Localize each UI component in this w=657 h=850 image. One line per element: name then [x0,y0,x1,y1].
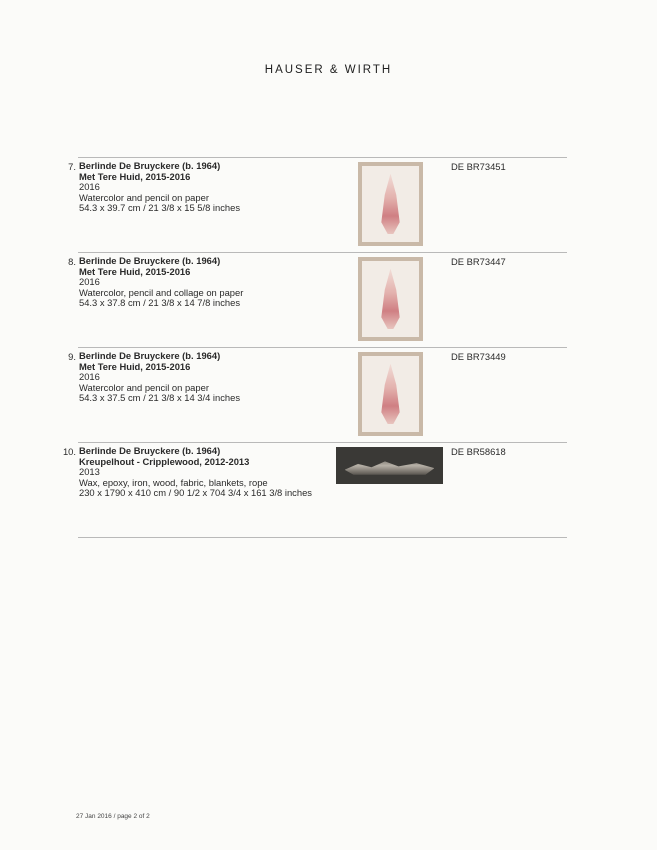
artwork-year: 2013 [79,466,100,478]
artwork-dimensions: 230 x 1790 x 410 cm / 90 1/2 x 704 3/4 x 161 3/8 inches [79,487,312,499]
divider [78,252,567,253]
divider [78,442,567,443]
page-footer: 27 Jan 2016 / page 2 of 2 [76,813,150,820]
gallery-brand-logo: HAUSER & WIRTH [264,64,393,76]
entry-number: 10. [62,446,76,457]
entry-number: 9. [68,351,76,362]
artwork-medium: Watercolor and pencil on paper [79,191,209,203]
artwork-title: Kreupelhout - Cripplewood, 2012-2013 [79,455,250,467]
divider [78,347,567,348]
artwork-year: 2016 [79,371,100,383]
artwork-thumbnail [358,162,423,246]
artwork-title: Met Tere Huid, 2015-2016 [79,265,191,277]
divider [78,157,567,158]
divider [78,537,567,538]
artist-name: Berlinde De Bruyckere (b. 1964) [79,350,221,361]
entry-number: 7. [68,161,76,172]
artwork-entry [0,256,657,351]
inventory-code: DE BR73447 [451,256,506,267]
inventory-code: DE BR73451 [451,161,506,172]
artwork-entry [0,351,657,446]
artwork-dimensions: 54.3 x 37.5 cm / 21 3/8 x 14 3/4 inches [79,392,241,404]
artwork-entry [0,161,657,256]
artist-name: Berlinde De Bruyckere (b. 1964) [79,255,221,266]
artwork-title: Met Tere Huid, 2015-2016 [79,170,191,182]
artwork-medium: Watercolor, pencil and collage on paper [79,286,244,298]
artwork-thumbnail [336,447,443,484]
artwork-thumbnail [358,352,423,436]
artwork-dimensions: 54.3 x 39.7 cm / 21 3/8 x 15 5/8 inches [79,202,241,214]
artwork-year: 2016 [79,276,100,288]
artwork-title: Met Tere Huid, 2015-2016 [79,360,191,372]
artwork-thumbnail [358,257,423,341]
artwork-medium: Watercolor and pencil on paper [79,381,209,393]
artist-name: Berlinde De Bruyckere (b. 1964) [79,160,221,171]
entry-number: 8. [68,256,76,267]
entry-details [79,351,240,404]
artwork-dimensions: 54.3 x 37.8 cm / 21 3/8 x 14 7/8 inches [79,297,241,309]
artist-name: Berlinde De Bruyckere (b. 1964) [79,445,221,456]
artwork-entry [0,446,657,541]
artwork-year: 2016 [79,181,100,193]
artwork-medium: Wax, epoxy, iron, wood, fabric, blankets, rope [79,476,268,488]
inventory-code: DE BR58618 [451,446,506,457]
entry-details [79,256,243,309]
inventory-code: DE BR73449 [451,351,506,362]
entry-details [79,446,312,499]
entry-details [79,161,240,214]
